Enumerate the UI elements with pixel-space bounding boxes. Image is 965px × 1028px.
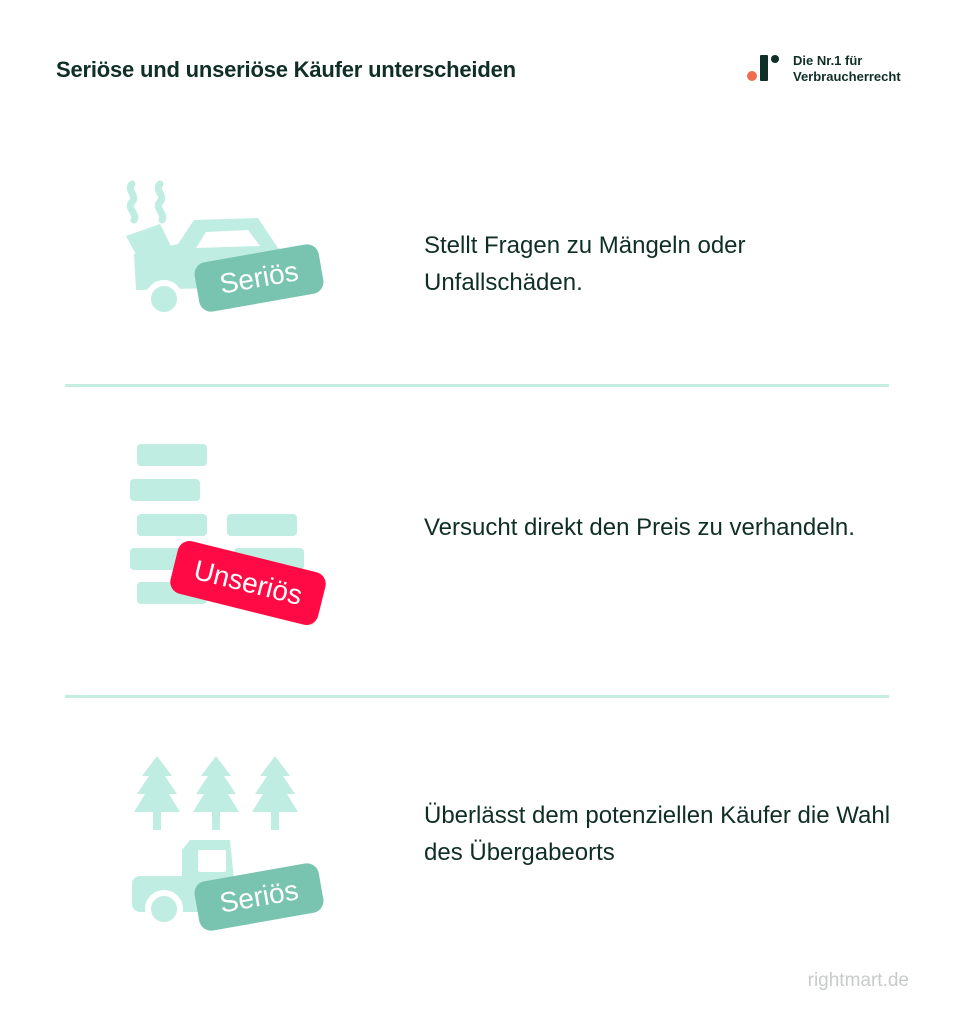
badge-serioes-2: Seriös	[193, 861, 326, 932]
logo-red-dot-icon	[747, 71, 757, 81]
badge-unserioes: Unseriös	[168, 538, 329, 627]
brand-tagline-line1: Die Nr.1 für	[793, 53, 863, 68]
brand-logo[interactable]	[747, 52, 927, 86]
divider-2	[65, 695, 889, 698]
footer-site-link[interactable]: rightmart.de	[807, 970, 909, 991]
logo-bar-icon	[760, 55, 768, 81]
row-text-2: Versucht direkt den Preis zu verhandeln.	[424, 514, 855, 541]
brand-tagline	[793, 53, 901, 85]
divider-1	[65, 384, 889, 387]
brand-tagline-line2: Verbraucherrecht	[793, 69, 901, 84]
row-text-3: Überlässt dem potenziellen Käufer die Wahl des Übergabeorts	[424, 802, 891, 866]
page-title: Seriöse und unseriöse Käufer unterscheiden	[56, 57, 516, 82]
row-text-1: Stellt Fragen zu Mängeln oder Unfallschäden.	[424, 232, 746, 296]
logo-dark-dot-icon	[771, 55, 779, 63]
badge-serioes-1: Seriös	[193, 242, 326, 313]
